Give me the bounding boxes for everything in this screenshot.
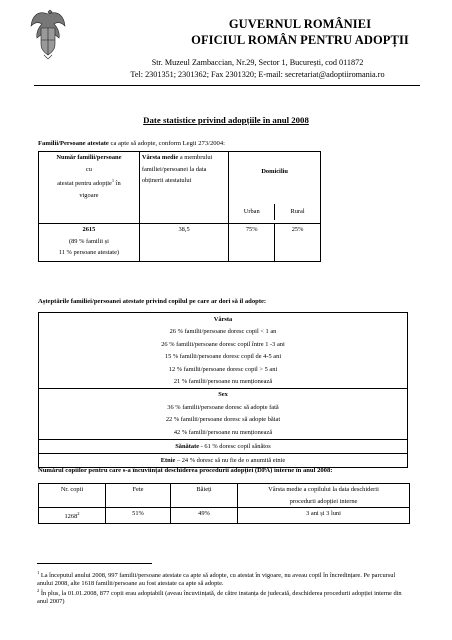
average-age-cell: 38,5 — [139, 224, 228, 262]
children-average-age-cell: 3 ani și 3 luni — [238, 508, 410, 524]
col-families-header: Număr familii/persoane cu atestat pentru adopție$^1$ în vigoare — [39, 152, 140, 224]
header-divider — [34, 85, 420, 86]
age-item: 21 % familii/persoane nu menționează — [173, 378, 273, 386]
section1-heading: Familii/Persoane atestate ca apte să adopte, conform Legii 273/2004: — [38, 140, 225, 147]
ethnicity-expectations-cell: Etnie – 24 % doresc să nu fie de o anumită etnie — [39, 454, 408, 468]
age-item: 26 % familii/persoane doresc copil între 1 -3 ani — [161, 340, 285, 348]
sex-item: 22 % familii/persoane doresc să adopte băiat — [165, 416, 281, 424]
header-line-2: OFICIUL ROMÂN PENTRU ADOPȚII — [191, 33, 409, 47]
age-item: 15 % familii/persoane doresc copil de 4-5 ani — [164, 353, 282, 361]
girls-percent-cell: 51% — [106, 508, 171, 524]
header-contact: Tel: 2301351; 2301362; Fax 2301320; E-mail: secretariat@adoptiiromania.ro — [130, 70, 385, 79]
urban-percent-cell: 75% — [229, 224, 275, 262]
age-item: 26 % familii/persoane doresc copil < 1 an — [169, 328, 277, 336]
section2-heading: Așteptările familiei/persoanei atestate privind copilul pe care ar dori să il adopte: — [38, 298, 267, 305]
header-boys: Băieți — [171, 484, 238, 508]
header-average-age: Vârsta medie a copilului la data deschiderii procedurii adopției interne — [238, 484, 410, 508]
footnote-1: $^1$ La începutul anului 2008, 997 familii/persoane atestate ca apte să adopte, cu atestat în vigoare, nu aveau copil în încredințare. Pe parcursul anului 2008, alte 1618 familii/persoane au fost atestate ca apte să adopte. — [37, 570, 396, 588]
header-children-count: Nr. copii — [39, 484, 106, 508]
footnote-divider — [37, 563, 152, 564]
age-expectations-cell: Vârsta 26 % familii/persoane doresc copil < 1 an 26 % familii/persoane doresc copil între 1 -3 ani 15 % familii/persoane doresc copil de 4-5 ani 12 % familii/persoane doresc copil > 5 ani 21 % familii/persoane nu menționează — [39, 313, 408, 389]
header-girls: Fete — [106, 484, 171, 508]
col-domicile-header: Domiciliu Urban Rural — [229, 152, 321, 224]
boys-percent-cell: 49% — [171, 508, 238, 524]
health-expectations-cell: Sănătate - 61 % doresc copil sănătos — [39, 440, 408, 454]
col-age-header: Vârsta medie a membrului familiei/persoanei la data obținerii atestatului — [139, 152, 228, 224]
section3-heading: Numărul copiilor pentru care s-a încuviințat deschiderea procedurii adopției (DPA) interne în anul 2008: — [38, 467, 333, 474]
children-count-cell: 1268$^2$ — [39, 508, 106, 524]
romania-coat-of-arms-icon — [30, 8, 66, 60]
header-line-1: GUVERNUL ROMÂNIEI — [228, 17, 372, 31]
sex-expectations-cell: Sex 36 % familii/persoane doresc să adopte fată 22 % familii/persoane doresc să adopte băiat 42 % familii/persoane nu menționează — [39, 389, 408, 440]
footnote-2: $^2$ În plus, la 01.01.2008, 877 copii erau adoptabili (aveau încuviințată, de către instanța de judecată, deschiderea procedurii adopției interne din anul 2007) — [37, 588, 402, 606]
header-address: Str. Muzeul Zambaccian, Nr.29, Sector 1, București, cod 011872 — [151, 58, 364, 67]
sex-item: 42 % familii/persoane nu menționează — [173, 428, 273, 436]
sex-item: 36 % familii/persoane doresc să adopte fată — [167, 403, 279, 411]
rural-percent-cell: 25% — [275, 224, 321, 262]
document-title: Date statistice privind adopțiile în anul 2008 — [143, 115, 309, 125]
families-count-cell: 2615 (89 % familii și 11 % persoane atestate) — [39, 224, 140, 262]
age-item: 12 % familii/persoane doresc copil > 5 ani — [168, 365, 278, 373]
dpa-children-table — [38, 483, 410, 524]
attested-families-table — [38, 151, 321, 262]
expectations-table — [38, 312, 408, 468]
